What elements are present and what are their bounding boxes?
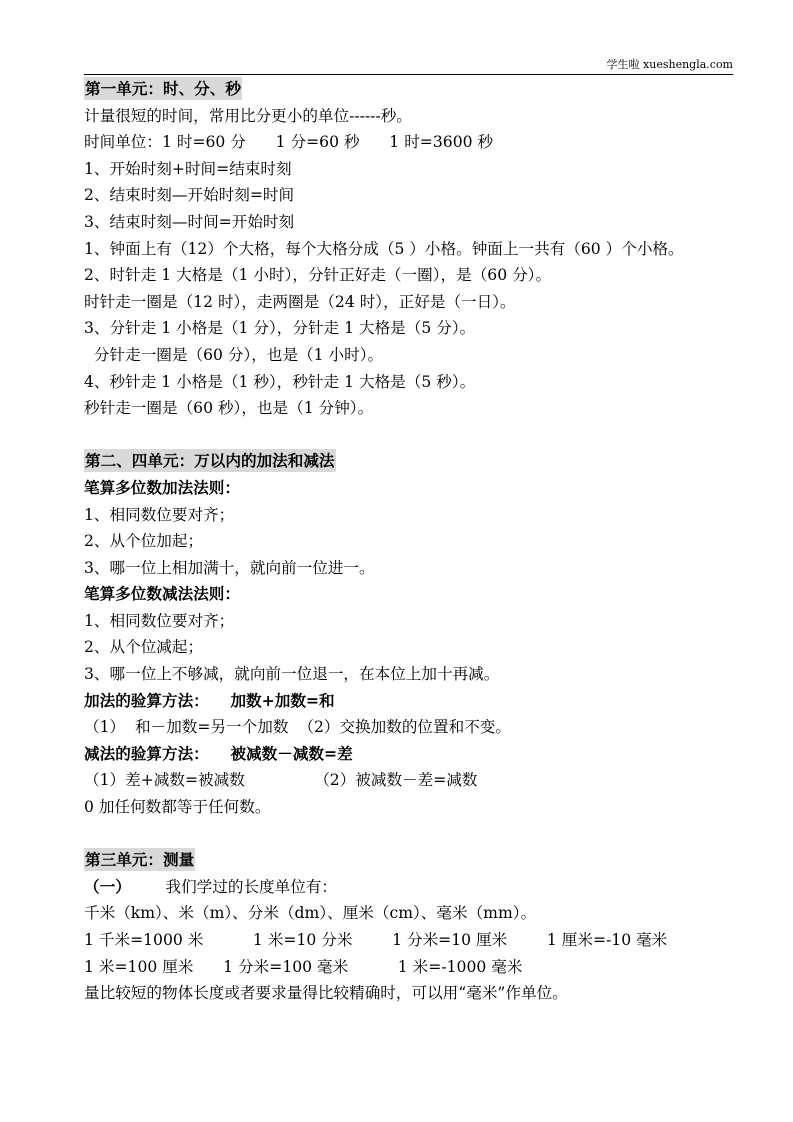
unit2-title: 第二、四单元：万以内的加法和减法 [85,451,335,471]
add-rule: 2、从个位加起； [84,532,204,551]
page-header [84,58,733,75]
unit1-line: 3、分针走 1 小格是（1 分），分针走 1 大格是（5 分）。 [84,319,476,338]
add-rule-title: 笔算多位数加法法则： [84,477,240,497]
add-check: （1） 和－加数=另一个加数 （2）交换加数的位置和不变。 [84,718,511,737]
sub-rule: 3、哪一位上不够减，就向前一位退一，在本位上加十再减。 [84,665,500,684]
unit3-line: 千米（km）、米（m）、分米（dm）、厘米（cm）、毫米（mm）。 [84,904,537,923]
add-rule: 1、相同数位要对齐； [84,505,235,524]
unit1-line: 3、结束时刻—时间=开始时刻 [84,212,295,231]
sub-rule: 2、从个位减起； [84,638,204,657]
unit3-sub1-label: （一） [84,876,131,896]
unit1-line: 时针走一圈是（12 时），走两圈是（24 时），正好是（一日）。 [84,292,516,311]
zero-rule: 0 加任何数都等于任何数。 [84,798,271,817]
unit1-line: 1、开始时刻+时间=结束时刻 [84,159,292,178]
section-gap [84,821,739,848]
unit1-line: 秒针走一圈是（60 秒），也是（1 分钟）。 [84,399,374,418]
unit1-title: 第一单元：时、分、秒 [85,79,241,98]
unit3-title: 第三单元：测量 [85,850,195,870]
add-check-title: 加法的验算方法： 加数+加数=和 [84,690,335,710]
unit3-line: 量比较短的物体长度或者要求量得比较精确时，可以用“毫米”作单位。 [84,984,568,1003]
sub-rule: 1、相同数位要对齐； [84,611,235,630]
unit1-line: 计量很短的时间，常用比分更小的单位------秒。 [84,106,412,125]
unit3-sub1 [84,874,739,901]
unit1-line: 分针走一圈是（60 分），也是（1 小时）。 [84,345,384,364]
sub-check: （1）差+减数=被减数 （2）被减数－差=减数 [84,771,478,790]
section-gap [84,422,739,449]
unit1-line: 2、结束时刻—开始时刻=时间 [84,186,295,205]
sub-rule-title: 笔算多位数减法法则： [84,584,240,604]
document-body [84,76,739,1007]
unit1-line: 1、钟面上有（12）个大格，每个大格分成（5 ）小格。钟面上一共有（60 ）个小格。 [84,239,684,258]
unit1-line: 2、时针走 1 大格是（1 小时），分针正好走（一圈），是（60 分）。 [84,266,552,285]
unit3-line: 1 千米=1000 米 1 米=10 分米 1 分米=10 厘米 1 厘米=-10 毫米 [84,931,668,949]
sub-check-title: 减法的验算方法： 被减数－减数=差 [84,743,353,763]
site-watermark: 学生啦 xueshengla.com [606,58,733,71]
unit3-sub1-text: 我们学过的长度单位有： [130,877,338,896]
add-rule: 3、哪一位上相加满十，就向前一位进一。 [84,558,375,577]
unit1-line: 4、秒针走 1 小格是（1 秒），秒针走 1 大格是（5 秒）。 [84,372,476,391]
unit3-line: 1 米=100 厘米 1 分米=100 毫米 1 米=-1000 毫米 [84,957,523,976]
unit1-line: 时间单位：1 时=60 分 1 分=60 秒 1 时=3600 秒 [84,133,494,152]
